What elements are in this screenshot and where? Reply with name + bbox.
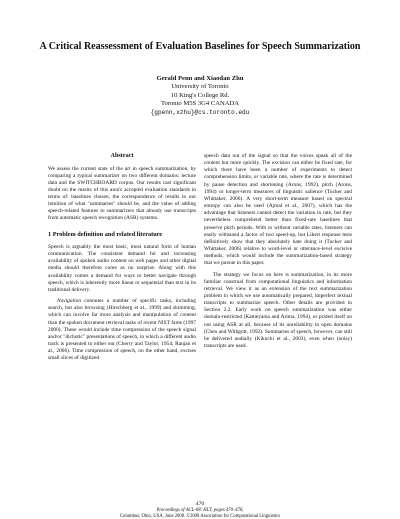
section-1-heading: 1 Problem definition and related literature xyxy=(48,231,163,238)
proceedings-footer xyxy=(40,508,360,519)
abstract-text: We assess the current state of the art in speech summarization, by comparing a typical summarizer on two different domains: lecture data and the SWITCHBOARD corpus. Our results cast significant doubt on the merits of this area's accepted evaluation standards in terms of: baselines chosen, the correspondence of results to our intuition of what "summaries" should be, and the value of adding speech-related features to summarizers that already use transcripts from automatic speech recognition (ASR) systems. xyxy=(48,166,196,221)
paper-title: A Critical Reassessment of Evaluation Baselines for Speech Summarization xyxy=(39,41,361,52)
footer-line-2: Columbus, Ohio, USA, June 2008. ©2008 Association for Computational Linguistics xyxy=(119,513,281,519)
author-street: 10 King's College Rd. xyxy=(170,91,230,99)
footer-line-1: Proceedings of ACL-08: HLT, pages 470–478, xyxy=(156,508,244,513)
abstract-heading: Abstract xyxy=(110,152,134,159)
page-number: 470 xyxy=(195,501,205,507)
author-city: Toronto M5S 3G4 CANADA xyxy=(160,100,240,108)
author-block xyxy=(60,75,340,117)
author-affiliation: University of Toronto xyxy=(171,83,229,91)
navigation-term: Navigation xyxy=(57,298,81,305)
section-1-paragraph-2-rest: connotes a number of specific tasks, including search, but also browsing (Hirschberg et al., 1999) and skimming, which can involve far more analysis and manipulation of content than the spoken document retrieval tasks of recent NIST fame (1997 2000). These would include time compression of the speech signal and/or "dichotic" presentations of speech, in which a different audio track is presented to either ear (Cherry and Taylor, 1954; Ranjan et al., 2006). Time compression of speech, on the other hand, excises small slices of digitized xyxy=(48,298,196,362)
right-column xyxy=(204,153,352,350)
section-1-paragraph-1: Speech is arguably the most basic, most natural form of human communication. The consistent demand for and increasing availability of spoken audio content on web pages and other digital media should therefore come as no surprise. Along with this availability comes a demand for ways to better navigate through speech, which is inherently more linear or sequential than text in its traditional delivery. xyxy=(48,244,196,293)
section-1-paragraph-4: The strategy we focus on here is summarization, in its more familiar construal from computational linguistics and information retrieval. We view it as an extension of the text summarization problem in which we use automatically prepared, imperfect textual transcripts to summarize speech. Other details are provided in Section 2.2. Early work on speech summarization was either domain-restricted (Kameyama and Arima, 1994), or prided itself on not using ASR at all, because of its unreliability in open domains (Chen and Withgott, 1992). Summaries of speech, however, can still be delivered audially (Kikuchi et al., 2003), even when (noisy) transcripts are used. xyxy=(204,271,352,350)
left-column xyxy=(48,152,196,363)
section-1-paragraph-3: speech data out of the signal so that the voices speak all of the content but more quickly. The excision can either be fixed rate, for which there have been a number of experiments to detect comprehension limits, or variable rate, where the rate is determined by pause detection and shortening (Arons, 1992), pitch (Arons, 1994) or longer-term measures of linguistic salience (Tucker and Whittaker, 2006). A very short-term measure based on spectral entropy can also be used (Ajmal et al., 2007), which has the advantage that listeners cannot detect the variation in rate, but they nevertheless comprehend better than fixed-rate baselines that preserve pitch periods. With or without variable rates, listeners can easily withstand a factor of two speed-up, but Likert response tests definitively show that they absolutely hate doing it (Tucker and Whittaker, 2006) relative to word-level or utterance-level excisive methods, which would include the summarization-based strategy that we pursue in this paper. xyxy=(204,153,352,267)
author-names: Gerald Penn and Xiaodan Zhu xyxy=(156,75,244,82)
section-1-paragraph-2 xyxy=(48,298,196,362)
author-email: {gpenn,xzhu}@cs.toronto.edu xyxy=(150,108,250,116)
